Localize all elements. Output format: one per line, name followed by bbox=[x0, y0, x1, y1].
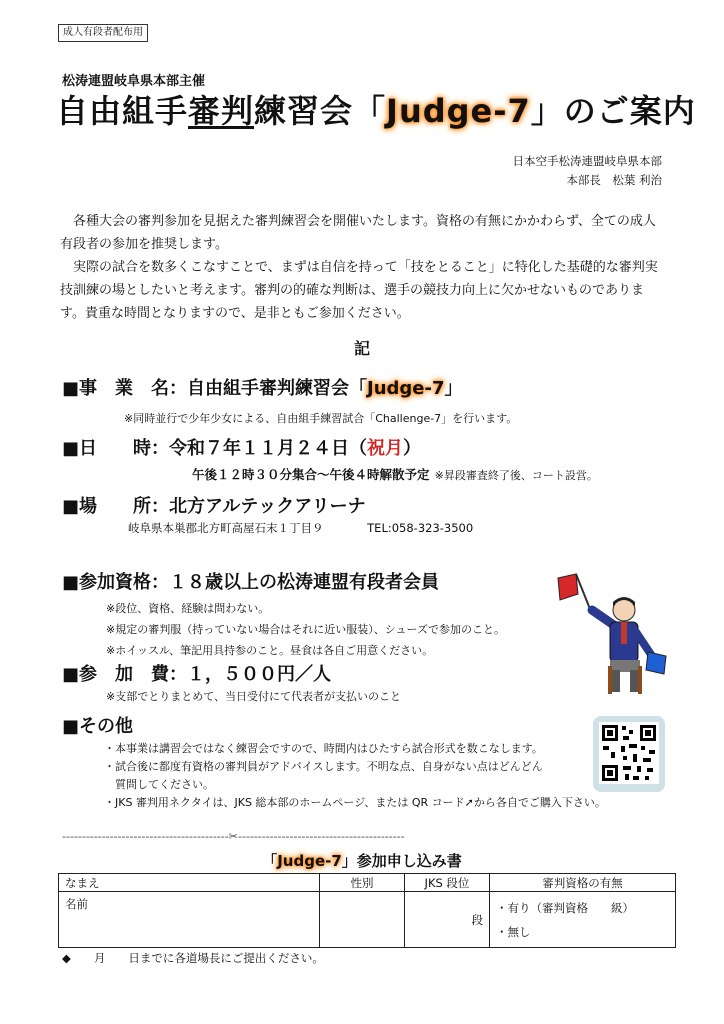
name-field[interactable] bbox=[59, 892, 320, 948]
form-entry-row bbox=[59, 892, 676, 948]
form-title-open: 「 bbox=[262, 852, 278, 870]
organizer-line: 松涛連盟岐阜県本部主催 bbox=[62, 74, 206, 89]
deadline-note: ◆ 月 日までに各道場長にご提出ください。 bbox=[62, 951, 324, 965]
date-holiday: 祝月 bbox=[367, 438, 404, 459]
distribution-tag: 成人有段者配布用 bbox=[58, 24, 148, 42]
header-dan: JKS 段位 bbox=[405, 874, 490, 892]
other-item: ・JKS 審判用ネクタイは、JKS 総本部のホームページ、または QR コード➚から各自でご購入下さい。 bbox=[104, 796, 606, 809]
intro-paragraph-1: 各種大会の審判参加を見据えた審判練習会を開催いたします。資格の有無にかかわらず、全ての成人有段者の参加を推奨します。 bbox=[60, 214, 656, 252]
event-note: ※同時並行で少年少女による、自由組手練習試合「Challenge-7」を行います。 bbox=[124, 412, 518, 425]
eligibility-note: ※規定の審判服（持っていない場合はそれに近い服装）、シューズで参加のこと。 bbox=[106, 623, 505, 636]
venue-address-line bbox=[128, 520, 473, 536]
other-item: ・試合後に都度有資格の審判員がアドバイスします。不明な点、自身がない点はどんどん bbox=[104, 760, 543, 773]
event-line bbox=[62, 374, 463, 400]
other-heading: ■その他 bbox=[62, 716, 134, 737]
fee-value: １，５００円／人 bbox=[187, 664, 332, 685]
eligibility-note: ※段位、資格、経験は問わない。 bbox=[106, 602, 270, 615]
venue-label: ■場 所： bbox=[62, 496, 170, 517]
eligibility-notes bbox=[106, 598, 505, 661]
cut-line: ------------------------------------------✂------------------------------------------ bbox=[62, 830, 405, 843]
issuer-block bbox=[513, 152, 663, 190]
ki-heading: 記 bbox=[353, 339, 370, 358]
issuer-org: 日本空手松涛連盟岐阜県本部 bbox=[512, 154, 662, 168]
title-part1: 自由組手 bbox=[56, 92, 189, 130]
eligibility-value: １８歳以上の松涛連盟有段者会員 bbox=[169, 572, 440, 593]
referee-illustration bbox=[548, 566, 668, 696]
fee-note: ※支部でとりまとめて、当日受付にて代表者が支払いのこと bbox=[106, 690, 401, 703]
time-note: ※昇段審査終了後、コート設営。 bbox=[434, 469, 598, 482]
venue-value: 北方アルテックアリーナ bbox=[169, 496, 366, 517]
eligibility-label: ■参加資格： bbox=[62, 572, 170, 593]
title-event-name: Judge-7 bbox=[386, 92, 531, 130]
venue-tel: TEL:058-323-3500 bbox=[367, 521, 474, 535]
form-header-row bbox=[59, 874, 676, 892]
issuer-person: 本部長 松葉 利治 bbox=[566, 173, 662, 187]
header-gender: 性別 bbox=[320, 874, 405, 892]
gender-field[interactable] bbox=[320, 892, 405, 948]
fee-line bbox=[62, 660, 331, 686]
date-label: ■日 時： bbox=[62, 438, 170, 459]
other-items bbox=[104, 740, 606, 812]
time-line bbox=[192, 464, 598, 483]
intro-paragraph-2: 実際の試合を数多くこなすことで、まずは自信を持って「技をとること」に特化した基礎的な審判実技訓練の場としたいと考えます。審判の的確な判断は、選手の競技力向上に欠かせないものであります。貴重な時間となりますので、是非ともご参加ください。 bbox=[60, 260, 658, 321]
title-part2: 練習会「 bbox=[254, 92, 387, 130]
header-qualification: 審判資格の有無 bbox=[490, 874, 676, 892]
form-title bbox=[0, 850, 724, 871]
eligibility-line bbox=[62, 568, 439, 594]
other-item: 質問してください。 bbox=[104, 778, 214, 791]
header-name: なまえ bbox=[59, 874, 320, 892]
qualification-no: ・無し bbox=[496, 924, 531, 939]
title-part3: 」のご案内 bbox=[530, 92, 696, 130]
dan-suffix: 段 bbox=[471, 912, 483, 927]
page-title bbox=[56, 86, 696, 132]
venue-address: 岐阜県本巣郡北方町高屋石末１丁目９ bbox=[128, 521, 324, 535]
name-label: 名前 bbox=[65, 897, 88, 911]
qr-code-icon bbox=[593, 716, 665, 792]
other-item: ・本事業は講習会ではなく練習会ですので、時間内はひたすら試合形式を数こなします。 bbox=[104, 742, 543, 755]
form-title-event: Judge-7 bbox=[277, 852, 342, 870]
title-underlined: 審判 bbox=[188, 92, 255, 130]
event-label: ■事 業 名： bbox=[62, 378, 188, 399]
event-value-end: 」 bbox=[444, 378, 463, 399]
dan-field[interactable] bbox=[405, 892, 490, 948]
time-value: 午後１２時３０分集合～午後４時解散予定 bbox=[192, 467, 430, 482]
event-name: Judge-7 bbox=[367, 378, 445, 399]
qualification-field[interactable] bbox=[490, 892, 676, 948]
intro-text bbox=[60, 210, 666, 325]
qr-code[interactable] bbox=[593, 716, 665, 792]
application-form-table bbox=[58, 873, 676, 948]
date-line bbox=[62, 434, 421, 460]
venue-line bbox=[62, 492, 366, 518]
eligibility-note: ※ホイッスル、筆記用具持参のこと。昼食は各自ご用意ください。 bbox=[106, 644, 434, 657]
event-value: 自由組手審判練習会「 bbox=[187, 378, 368, 399]
form-title-close: 」参加申し込み書 bbox=[341, 852, 462, 870]
fee-label: ■参 加 費： bbox=[62, 664, 188, 685]
date-value-end: ） bbox=[403, 438, 422, 459]
qualification-yes: ・有り（審判資格 級） bbox=[496, 900, 634, 915]
date-value: 令和７年１１月２４日（ bbox=[169, 438, 368, 459]
